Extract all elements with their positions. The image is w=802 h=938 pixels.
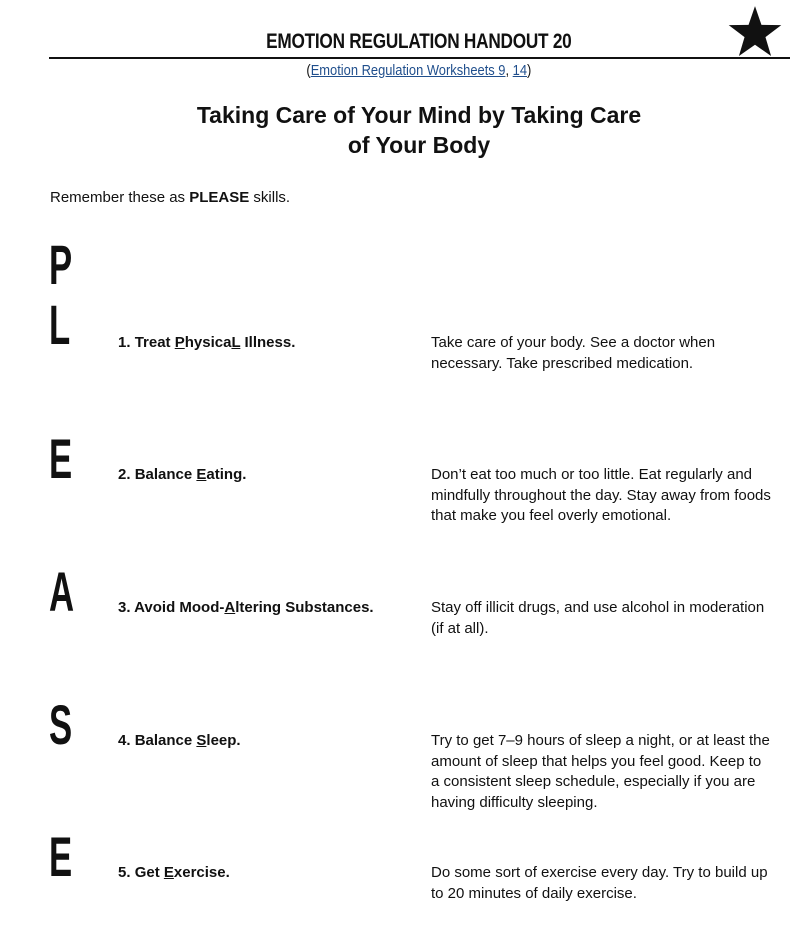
skill-text: xercise. xyxy=(173,864,230,881)
skill-key-letter: E xyxy=(163,864,174,881)
separator: , xyxy=(505,62,513,79)
worksheet-references xyxy=(59,62,780,79)
skill-text: hysica xyxy=(184,334,232,351)
intro-acronym: PLEASE xyxy=(189,189,250,206)
worksheet-14-link[interactable]: 14 xyxy=(512,62,528,79)
skill-key-letter: E xyxy=(196,466,207,483)
intro-before: Remember these as xyxy=(50,189,190,206)
skill-text: Get xyxy=(134,864,164,881)
letter-s: S xyxy=(49,693,73,756)
skill-number: 3. xyxy=(118,599,135,616)
intro-after: skills. xyxy=(249,189,291,206)
skill-key-letter: A xyxy=(224,599,236,616)
skill-text: ating. xyxy=(206,466,247,483)
skill-key-letter: L xyxy=(231,334,241,351)
skill-text: Balance xyxy=(134,732,197,749)
skill-5-title xyxy=(118,863,230,883)
page-title-line-1: Taking Care of Your Mind by Taking Care xyxy=(196,102,642,128)
skill-key-letter: S xyxy=(196,732,207,749)
skill-4-description: Try to get 7–9 hours of sleep a night, or at least the amount of sleep that helps you feel good. Keep to a consistent sleep schedule, especially if you are having difficulty sleeping. xyxy=(431,732,770,811)
skill-number: 5. xyxy=(118,864,135,881)
letter-a: A xyxy=(49,560,75,623)
intro-text xyxy=(50,189,290,206)
skill-3-description: Stay off illicit drugs, and use alcohol in moderation (if at all). xyxy=(431,599,765,637)
page-title xyxy=(0,100,802,160)
skill-number: 2. xyxy=(118,466,135,483)
handout-title: EMOTION REGULATION HANDOUT 20 xyxy=(266,30,572,53)
skill-1-title xyxy=(118,333,295,353)
skill-text: Illness. xyxy=(240,334,296,351)
page-title-line-2: of Your Body xyxy=(347,132,491,158)
worksheet-9-link[interactable]: Emotion Regulation Worksheets 9 xyxy=(310,62,506,79)
skill-5-description: Do some sort of exercise every day. Try to build up to 20 minutes of daily exercise. xyxy=(431,864,768,902)
skill-2-title xyxy=(118,465,246,485)
skill-3-title xyxy=(118,598,374,618)
skill-2-description: Don’t eat too much or too little. Eat regularly and mindfully throughout the day. Stay away from foods that make you feel overly emotional. xyxy=(431,466,771,524)
skill-4-title xyxy=(118,731,241,751)
skill-1-description: Take care of your body. See a doctor when necessary. Take prescribed medication. xyxy=(431,334,716,372)
header-divider xyxy=(49,57,790,59)
skill-text: Treat xyxy=(134,334,175,351)
letter-p: P xyxy=(49,233,73,296)
close-paren: ) xyxy=(527,62,532,79)
letter-e: E xyxy=(49,427,73,490)
skill-number: 4. xyxy=(118,732,135,749)
open-paren: ( xyxy=(306,62,311,79)
letter-l: L xyxy=(49,293,71,356)
skill-text: leep. xyxy=(206,732,241,749)
skill-text: Avoid Mood- xyxy=(134,599,225,616)
skill-text: Balance xyxy=(134,466,197,483)
star-icon xyxy=(727,5,783,57)
letter-e-2: E xyxy=(49,825,73,888)
skill-number: 1. xyxy=(118,334,135,351)
skill-key-letter: P xyxy=(174,334,185,351)
skill-text: ltering Substances. xyxy=(235,599,374,616)
